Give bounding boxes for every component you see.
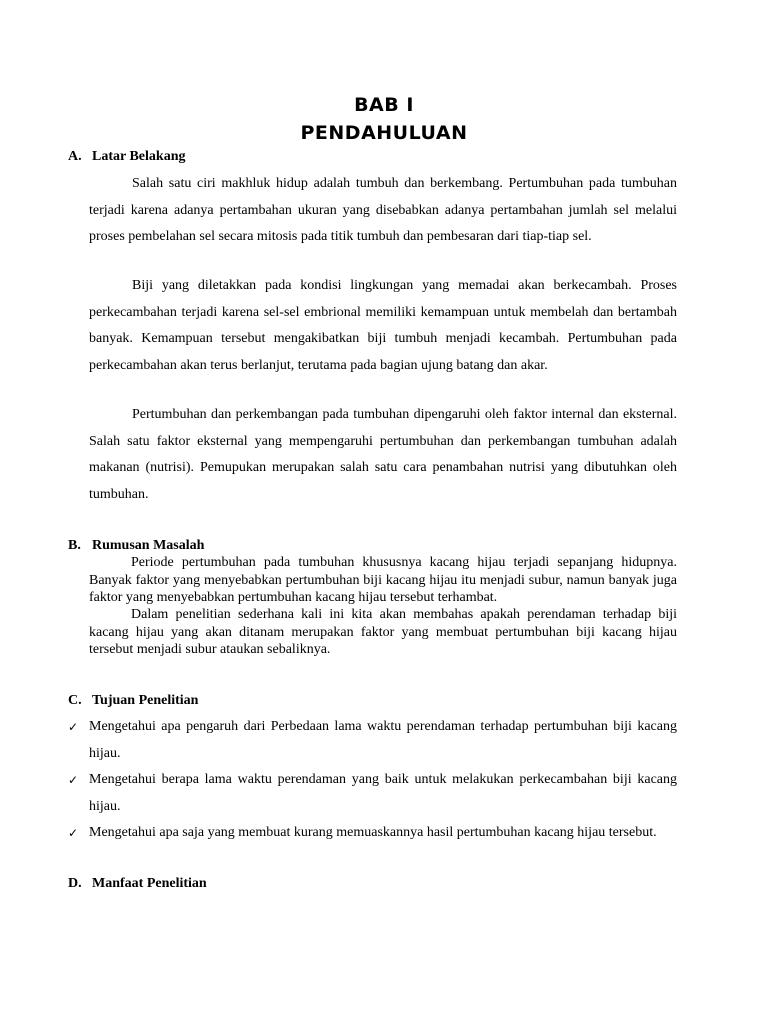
- section-c-heading: [68, 692, 198, 710]
- section-b-heading: [68, 537, 204, 555]
- list-item: [68, 820, 677, 847]
- section-a-paragraph-2: Biji yang diletakkan pada kondisi lingkungan yang memadai akan berkecambah. Proses perkecambahan terjadi karena sel-sel embrional memiliki kemampuan untuk membelah dan bertambah banyak. Kemampuan tersebut mengakibatkan biji tumbuh menjadi kecambah. Pertumbuhan pada perkecambahan akan terus berlanjut, terutama pada bagian ujung batang dan akar.: [89, 278, 677, 374]
- section-b-label: B.: [68, 538, 81, 553]
- chapter-title: PENDAHULUAN: [300, 122, 468, 144]
- section-a-heading: [68, 148, 185, 166]
- section-d-label: D.: [68, 876, 82, 891]
- section-b-paragraph-2: Dalam penelitian sederhana kali ini kita akan membahas apakah perendaman terhadap biji kacang hijau yang akan ditanam merupakan faktor yang membuat pertumbuhan biji kacang hijau tersebut menjadi subur ataukan sebaliknya.: [89, 607, 677, 657]
- section-c-title: Tujuan Penelitian: [92, 693, 199, 708]
- section-a-paragraph-3: Pertumbuhan dan perkembangan pada tumbuhan dipengaruhi oleh faktor internal dan eksternal. Salah satu faktor eksternal yang mempengaruhi pertumbuhan dan perkembangan tumbuhan adalah makanan (nutrisi). Pemupukan merupakan salah satu cara penambahan nutrisi yang dibutuhkan oleh tumbuhan.: [89, 407, 677, 503]
- checkmark-icon: ✓: [68, 720, 79, 734]
- list-item: [68, 767, 677, 820]
- section-d-title: Manfaat Penelitian: [92, 876, 207, 891]
- section-a-paragraph-1: Salah satu ciri makhluk hidup adalah tumbuh dan berkembang. Pertumbuhan pada tumbuhan terjadi karena adanya pertambahan ukuran yang disebabkan adanya pertambahan jumlah sel melalui proses pembelahan sel secara mitosis pada titik tumbuh dan pembesaran dari tiap-tiap sel.: [89, 176, 677, 245]
- section-a-label: A.: [68, 149, 82, 164]
- list-item: [68, 714, 677, 767]
- section-d-heading: [68, 875, 207, 893]
- section-b-title: Rumusan Masalah: [92, 538, 205, 553]
- checkmark-icon: ✓: [68, 826, 79, 840]
- list-item-text: Mengetahui apa pengaruh dari Perbedaan lama waktu perendaman terhadap pertumbuhan biji kacang hijau.: [89, 719, 677, 761]
- checkmark-icon: ✓: [68, 773, 79, 787]
- section-c-label: C.: [68, 693, 82, 708]
- section-b-paragraph-1: Periode pertumbuhan pada tumbuhan khususnya kacang hijau terjadi sepanjang hidupnya. Banyak faktor yang menyebabkan pertumbuhan biji kacang hijau itu menjadi subur, namun banyak juga faktor yang menyebabkan pertumbuhan kacang hijau tersebut terhambat.: [89, 555, 677, 605]
- section-a-title: Latar Belakang: [92, 149, 186, 164]
- chapter-number: BAB I: [354, 94, 414, 116]
- list-item-text: Mengetahui apa saja yang membuat kurang memuaskannya hasil pertumbuhan kacang hijau tersebut.: [89, 825, 657, 840]
- list-item-text: Mengetahui berapa lama waktu perendaman yang baik untuk melakukan perkecambahan biji kacang hijau.: [89, 772, 677, 814]
- objectives-list: [68, 714, 677, 847]
